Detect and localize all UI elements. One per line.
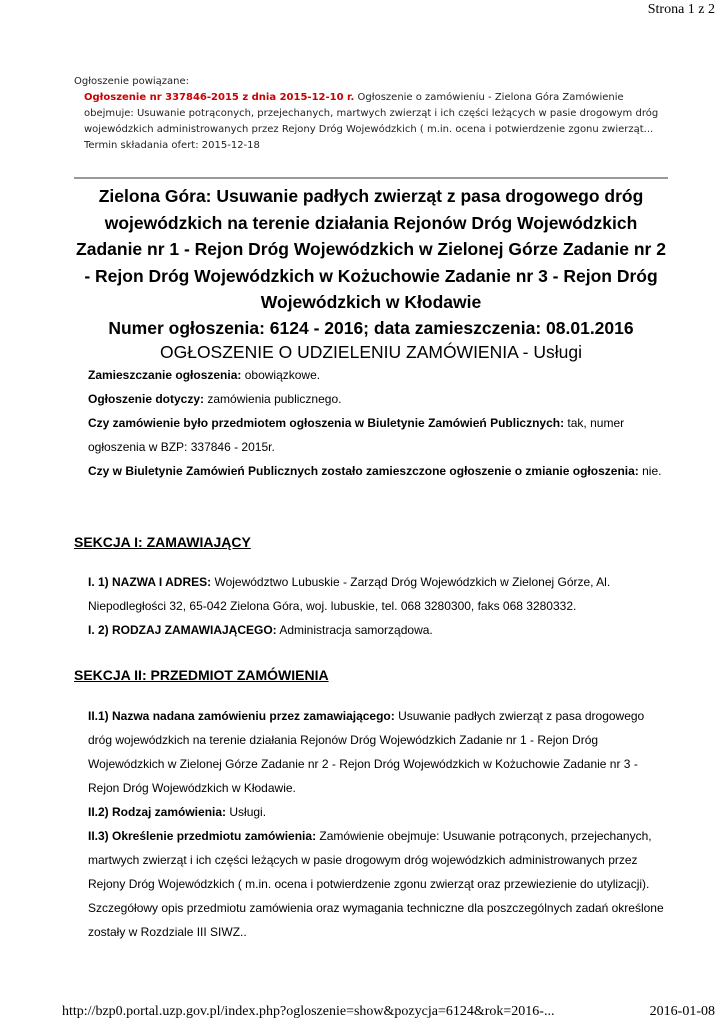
section-item: [88, 800, 668, 824]
field-row: [88, 387, 668, 411]
related-text: Ogłoszenie o zamówieniu - Zielona Góra Zamówienie obejmuje: Usuwanie potrąconych, przejechanych, martwych zwierząt i ich części leżących w pasie drogowym dróg wojewódzkich administrowanych przez Rejony Dróg Wojewódzkich ( m.in. ocena i potwierdzenie zgonu zwierząt...: [84, 92, 659, 135]
section-item: [88, 618, 668, 642]
field-label: Ogłoszenie dotyczy:: [88, 392, 205, 406]
related-notice-link[interactable]: Ogłoszenie nr 337846-2015 z dnia 2015-12-10 r.: [84, 92, 355, 103]
related-label: Ogłoszenie powiązane:: [74, 76, 190, 87]
footer-date: 2016-01-08: [649, 1004, 715, 1019]
field-value: obowiązkowe.: [241, 368, 321, 382]
section-item: [88, 824, 668, 944]
item-label: I. 2) RODZAJ ZAMAWIAJĄCEGO:: [88, 623, 277, 637]
item-value: Usługi.: [226, 805, 267, 819]
section-2-body: [88, 704, 668, 944]
item-label: II.1) Nazwa nadana zamówieniu przez zamawiającego:: [88, 709, 395, 723]
section-2-heading: SEKCJA II: PRZEDMIOT ZAMÓWIENIA: [74, 667, 329, 683]
field-label: Czy zamówienie było przedmiotem ogłoszenia w Biuletynie Zamówień Publicznych:: [88, 416, 565, 430]
item-label: II.2) Rodzaj zamówienia:: [88, 805, 227, 819]
item-label: I. 1) NAZWA I ADRES:: [88, 575, 212, 589]
page-number: Strona 1 z 2: [647, 2, 715, 17]
notice-number: Numer ogłoszenia: 6124 - 2016; data zamieszczenia: 08.01.2016: [108, 317, 634, 338]
field-row: [88, 411, 668, 459]
section-item: [88, 704, 668, 800]
related-summary: [74, 90, 674, 138]
divider: [74, 177, 668, 179]
field-label: Czy w Biuletynie Zamówień Publicznych zostało zamieszczone ogłoszenie o zmianie ogłoszenia:: [88, 464, 639, 478]
notice-title: Zielona Góra: Usuwanie padłych zwierząt z pasa drogowego dróg wojewódzkich na terenie działania Rejonów Dróg Wojewódzkich Zadanie nr 1 - Rejon Dróg Wojewódzkich w Zielonej Górze Zadanie nr 2 - Rejon Dróg Wojewódzkich w Kożuchowie Zadanie nr 3 - Rejon Dróg Wojewódzkich w Kłodawie: [76, 186, 666, 312]
field-row: [88, 363, 668, 387]
related-notice: [74, 74, 674, 154]
field-label: Zamieszczanie ogłoszenia:: [88, 368, 242, 382]
notice-kind: OGŁOSZENIE O UDZIELENIU ZAMÓWIENIA - Usługi: [159, 341, 582, 362]
item-value: Województwo Lubuskie - Zarząd Dróg Wojewódzkich w Zielonej Górze, Al. Niepodległości 32, 65-042 Zielona Góra, woj. lubuskie, tel. 068 3280300, faks 068 3280332.: [88, 575, 611, 613]
field-value: tak, numer ogłoszenia w BZP: 337846 - 2015r.: [88, 416, 625, 454]
item-value: Usuwanie padłych zwierząt z pasa drogowego dróg wojewódzkich na terenie działania Rejonów Dróg Wojewódzkich Zadanie nr 1 - Rejon Dróg Wojewódzkich w Zielonej Górze Zadanie nr 2 - Rejon Dróg Wojewódzkich w Kożuchowie Zadanie nr 3 - Rejon Dróg Wojewódzkich w Kłodawie.: [88, 709, 645, 795]
section-1-heading: SEKCJA I: ZAMAWIAJĄCY: [74, 534, 251, 550]
print-footer: [62, 1004, 715, 1020]
item-label: II.3) Określenie przedmiotu zamówienia:: [88, 829, 317, 843]
section-1-body: [88, 570, 668, 642]
field-value: zamówienia publicznego.: [204, 392, 342, 406]
notice-title-block: [74, 183, 668, 364]
field-row: [88, 459, 668, 483]
field-value: nie.: [638, 464, 662, 478]
item-value: Zamówienie obejmuje: Usuwanie potrąconych, przejechanych, martwych zwierząt i ich części leżących w pasie drogowym dróg wojewódzkich administrowanych przez Rejony Dróg Wojewódzkich ( m.in. ocena i potwierdzenie zgonu zwierząt oraz przewiezienie do utylizacji). Szczegółowy opis przedmiotu zamówienia oraz wymagania techniczne dla poszczególnych zadań określone zostały w Rozdziale III SIWZ..: [88, 829, 664, 939]
notice-fields: [88, 363, 668, 483]
footer-url: http://bzp0.portal.uzp.gov.pl/index.php?ogloszenie=show&pozycja=6124&rok=2016-...: [62, 1004, 555, 1019]
related-deadline: Termin składania ofert: 2015-12-18: [84, 140, 260, 151]
item-value: Administracja samorządowa.: [276, 623, 433, 637]
section-item: [88, 570, 668, 618]
